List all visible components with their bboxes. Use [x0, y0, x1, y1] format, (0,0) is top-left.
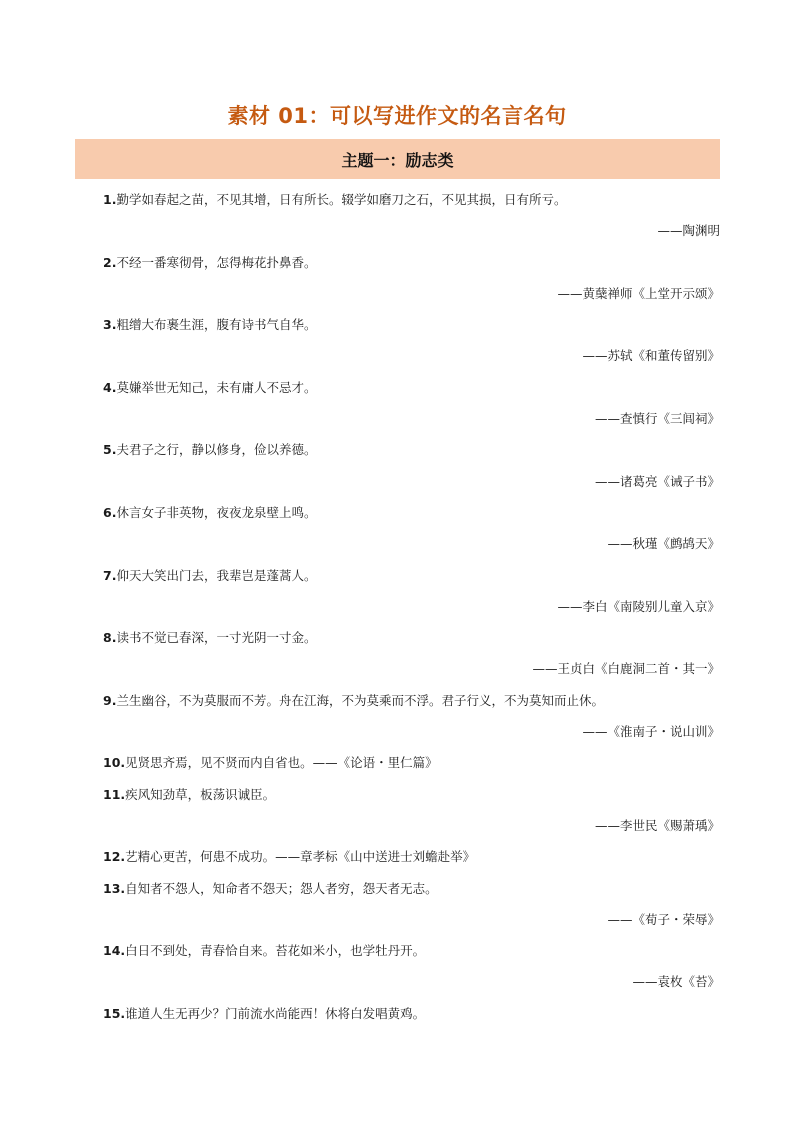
- quote-body: 读书不觉已春深，一寸光阴一寸金。: [116, 630, 317, 646]
- quote-number: 13.: [103, 880, 126, 896]
- quote-text: [103, 873, 720, 904]
- quote-number: 7.: [103, 567, 117, 583]
- quote-text: [103, 685, 720, 716]
- quote-number: 1.: [103, 192, 117, 207]
- quote-number: 14.: [103, 943, 126, 959]
- quote-source: ——袁枚《苔》: [632, 974, 720, 990]
- quote-text: [103, 622, 720, 653]
- quote-text: [103, 779, 720, 810]
- quote-number: 10.: [103, 755, 126, 771]
- quote-body: 休言女子非英物，夜夜龙泉壁上鸣。: [116, 504, 317, 520]
- quote-source: ——秋瑾《鹧鸪天》: [607, 536, 720, 552]
- quote-body: 艺精心更苦，何患不成功。——章孝标《山中送进士刘蟾赴举》: [125, 849, 476, 865]
- quote-body: 勤学如春起之苗，不见其增，日有所长。辍学如磨刀之石，不见其损，日有所亏。: [116, 192, 567, 207]
- quote-source: ——陶渊明: [657, 223, 720, 239]
- quote-body: 见贤思齐焉，见不贤而内自省也。——《论语・里仁篇》: [125, 755, 438, 771]
- quote-body: 粗缯大布裹生涯，腹有诗书气自华。: [116, 317, 317, 333]
- quote-number: 8.: [103, 630, 117, 646]
- quote-text: [103, 560, 720, 591]
- quote-number: 9.: [103, 692, 117, 708]
- quote-body: 夫君子之行，静以修身，俭以养德。: [116, 442, 317, 458]
- quote-source: ——诸葛亮《诫子书》: [594, 473, 720, 489]
- quote-body: 谁道人生无再少？门前流水尚能西！休将白发唱黄鸡。: [125, 1005, 426, 1021]
- quote-body: 不经一番寒彻骨，怎得梅花扑鼻香。: [116, 254, 317, 270]
- quote-list: [103, 184, 720, 1029]
- quote-text: [103, 184, 720, 215]
- quote-number: 15.: [103, 1005, 126, 1021]
- quote-text: [103, 309, 720, 340]
- quote-body: 自知者不怨人，知命者不怨天；怨人者穷，怨天者无志。: [125, 880, 438, 896]
- quote-number: 2.: [103, 254, 117, 270]
- quote-source: ——《荀子・荣辱》: [607, 911, 720, 927]
- quote-number: 11.: [103, 786, 126, 802]
- quote-number: 4.: [103, 379, 117, 395]
- quote-source: ——李白《南陵别儿童入京》: [557, 598, 720, 614]
- quote-body: 莫嫌举世无知己，未有庸人不忌才。: [116, 379, 317, 395]
- quote-text: [103, 247, 720, 278]
- quote-body: 疾风知劲草，板荡识诚臣。: [125, 786, 276, 802]
- quote-text: [103, 434, 720, 465]
- quote-text: [103, 998, 720, 1029]
- page-title: 素材 01：可以写进作文的名言名句: [227, 104, 567, 128]
- quote-source: ——《淮南子・说山训》: [582, 724, 720, 740]
- quote-text: [103, 497, 720, 528]
- quote-source: ——苏轼《和董传留别》: [582, 348, 720, 364]
- quote-number: 5.: [103, 442, 117, 458]
- quote-number: 6.: [103, 504, 117, 520]
- quote-number: 12.: [103, 849, 126, 865]
- quote-body: 仰天大笑出门去，我辈岂是蓬蒿人。: [116, 567, 317, 583]
- theme-header: 主题一：励志类: [75, 139, 720, 179]
- quote-number: 3.: [103, 317, 117, 333]
- quote-text: [103, 372, 720, 403]
- quote-text: [103, 935, 720, 966]
- quote-source: ——李世民《赐萧瑀》: [594, 817, 720, 833]
- quote-source: ——黄蘖禅师《上堂开示颂》: [557, 285, 720, 301]
- quote-source: ——查慎行《三闾祠》: [594, 411, 720, 427]
- quote-body: 白日不到处，青春恰自来。苔花如米小，也学牡丹开。: [125, 943, 426, 959]
- quote-body: 兰生幽谷，不为莫服而不芳。舟在江海，不为莫乘而不浮。君子行义，不为莫知而止休。: [116, 692, 604, 708]
- quote-source: ——王贞白《白鹿洞二首・其一》: [532, 661, 720, 677]
- quote-text: [103, 747, 720, 778]
- quote-text: [103, 841, 720, 872]
